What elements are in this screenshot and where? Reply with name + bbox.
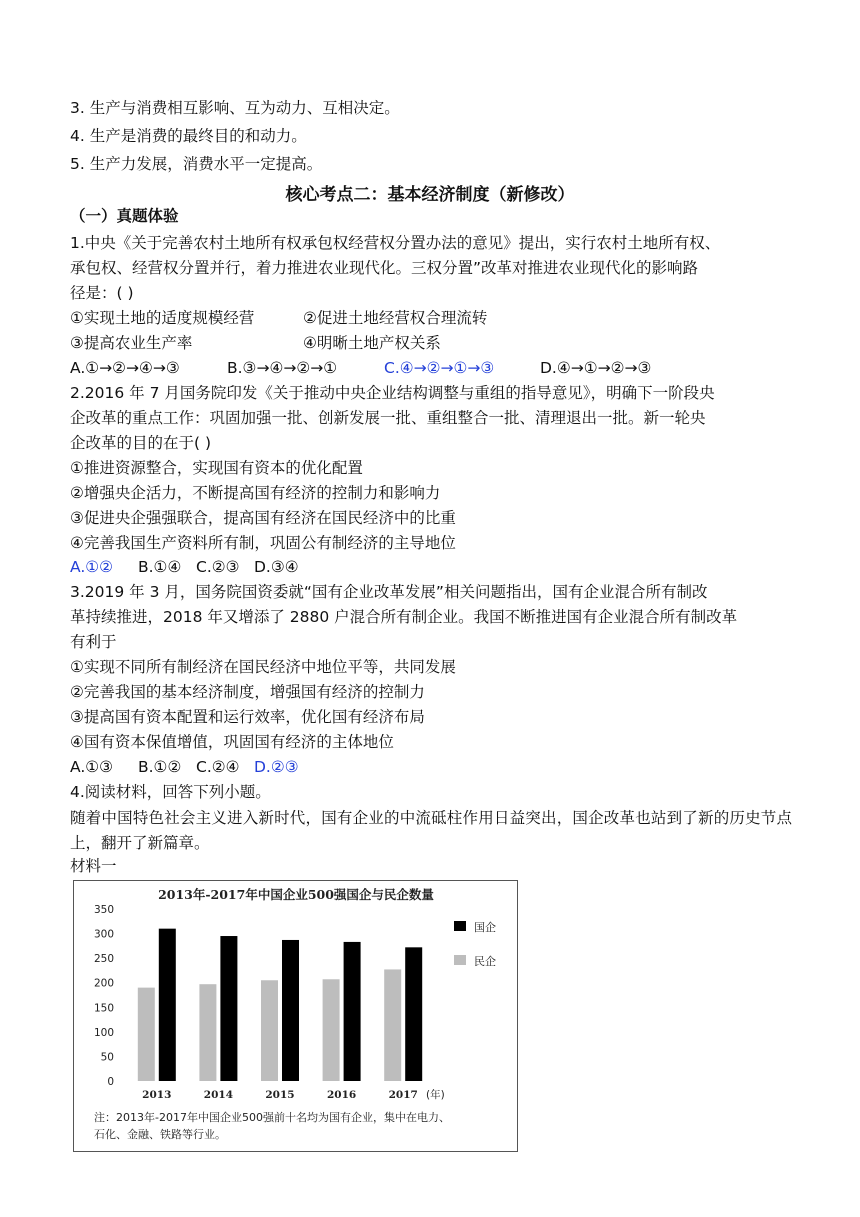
- q3-choice-b: B.①②: [138, 758, 182, 776]
- q2-choice-a: A.①②: [70, 558, 114, 576]
- q2-choice-c: C.②③: [196, 558, 240, 576]
- q1-option-4: ④明晰土地产权关系: [303, 334, 441, 352]
- bar-state-2013: [159, 929, 176, 1081]
- q1-option-3: ③提高农业生产率: [70, 334, 193, 352]
- q2-option-1: ①推进资源整合，实现国有资本的优化配置: [70, 459, 363, 477]
- x-tick-label: 2017: [388, 1089, 418, 1101]
- section-title: 核心考点二：基本经济制度（新修改）: [285, 185, 575, 205]
- intro-item-3: 3. 生产与消费相互影响、互为动力、互相决定。: [70, 99, 400, 117]
- y-tick-label: 50: [100, 1051, 114, 1064]
- q3-choice-d: D.②③: [254, 758, 299, 776]
- chart-note-line-2: 石化、金融、铁路等行业。: [94, 1128, 226, 1141]
- x-tick-label: 2014: [203, 1089, 234, 1101]
- q1-choice-d: D.④→①→②→③: [540, 359, 652, 377]
- q2-stem-line-3: 企改革的目的在于( ): [70, 434, 212, 452]
- q3-option-2: ②完善我国的基本经济制度，增强国有经济的控制力: [70, 683, 425, 701]
- q2-option-4: ④完善我国生产资料所有制，巩固公有制经济的主导地位: [70, 534, 456, 552]
- intro-item-5: 5. 生产力发展，消费水平一定提高。: [70, 155, 323, 173]
- q4-passage: 随着中国特色社会主义进入新时代，国有企业的中流砥柱作用日益突出，国企改革也站到了新的历史节点上，翻开了新篇章。: [70, 809, 792, 852]
- bar-private-2016: [323, 979, 340, 1081]
- q4-stem: 4.阅读材料，回答下列小题。: [70, 783, 271, 801]
- q3-stem-line-1: 3.2019 年 3 月，国务院国资委就“国有企业改革发展”相关问题指出，国有企业混合所有制改: [70, 583, 708, 601]
- q3-choice-c: C.②④: [196, 758, 240, 776]
- legend-swatch: [454, 921, 466, 931]
- chart-figure: [73, 880, 518, 1152]
- q3-option-1: ①实现不同所有制经济在国民经济中地位平等，共同发展: [70, 658, 456, 676]
- q2-stem-line-2: 企改革的重点工作：巩固加强一批、创新发展一批、重组整合一批、清理退出一批。新一轮央: [70, 409, 706, 427]
- bar-state-2014: [220, 936, 237, 1081]
- q1-choice-a: A.①→②→④→③: [70, 359, 180, 377]
- q1-option-2: ②促进土地经营权合理流转: [303, 309, 488, 327]
- y-tick-label: 100: [93, 1026, 114, 1039]
- x-unit-label: (年): [426, 1089, 445, 1101]
- q1-choice-c: C.④→②→①→③: [384, 359, 495, 377]
- legend-swatch: [454, 955, 466, 965]
- x-tick-label: 2016: [326, 1089, 357, 1101]
- bar-state-2016: [344, 942, 361, 1081]
- y-tick-label: 200: [93, 977, 114, 990]
- bar-private-2015: [261, 980, 278, 1081]
- chart-title: 2013年-2017年中国企业500强国企与民企数量: [158, 887, 434, 902]
- q2-choice-b: B.①④: [138, 558, 182, 576]
- y-tick-label: 300: [93, 928, 114, 941]
- q2-option-2: ②增强央企活力，不断提高国有经济的控制力和影响力: [70, 484, 441, 502]
- legend-label: 民企: [474, 955, 496, 968]
- bar-private-2017: [384, 969, 401, 1081]
- q1-option-1: ①实现土地的适度规模经营: [70, 309, 255, 327]
- bar-state-2015: [282, 940, 299, 1081]
- y-tick-label: 250: [93, 953, 114, 966]
- q1-stem-line-2: 承包权、经营权分置并行，着力推进农业现代化。三权分置”改革对推进农业现代化的影响路: [70, 259, 699, 277]
- chart-note: [94, 1109, 504, 1143]
- subsection-heading: （一）真题体验: [70, 207, 179, 225]
- q3-option-3: ③提高国有资本配置和运行效率，优化国有经济布局: [70, 708, 425, 726]
- q2-option-3: ③促进央企强强联合，提高国有经济在国民经济中的比重: [70, 509, 456, 527]
- q2-stem-line-1: 2.2016 年 7 月国务院印发《关于推动中央企业结构调整与重组的指导意见》，明确下一阶段央: [70, 384, 715, 402]
- material-label: 材料一: [70, 857, 117, 875]
- q1-stem-line-1: 1.中央《关于完善农村土地所有权承包权经营权分置办法的意见》提出，实行农村土地所有权、: [70, 234, 721, 252]
- chart-note-line-1: 注：2013年-2017年中国企业500强前十名均为国有企业，集中在电力、: [94, 1111, 450, 1124]
- q1-stem-line-3: 径是：( ): [70, 284, 134, 302]
- y-tick-label: 150: [93, 1002, 114, 1015]
- x-tick-label: 2015: [265, 1089, 295, 1101]
- q2-choice-d: D.③④: [254, 558, 299, 576]
- bar-private-2014: [199, 984, 216, 1081]
- legend-label: 国企: [474, 921, 496, 934]
- intro-item-4: 4. 生产是消费的最终目的和动力。: [70, 127, 307, 145]
- q3-option-4: ④国有资本保值增值，巩固国有经济的主体地位: [70, 733, 394, 751]
- bar-private-2013: [138, 988, 155, 1081]
- bar-state-2017: [405, 947, 422, 1081]
- q3-stem-line-2: 革持续推进，2018 年又增添了 2880 户混合所有制企业。我国不断推进国有企业混合所有制改革: [70, 608, 738, 626]
- y-tick-label: 350: [93, 904, 114, 916]
- q3-choice-a: A.①③: [70, 758, 114, 776]
- y-tick-label: 0: [107, 1076, 114, 1088]
- q1-choice-b: B.③→④→②→①: [227, 359, 338, 377]
- q3-stem-line-3: 有利于: [70, 633, 117, 651]
- x-tick-label: 2013: [142, 1089, 172, 1101]
